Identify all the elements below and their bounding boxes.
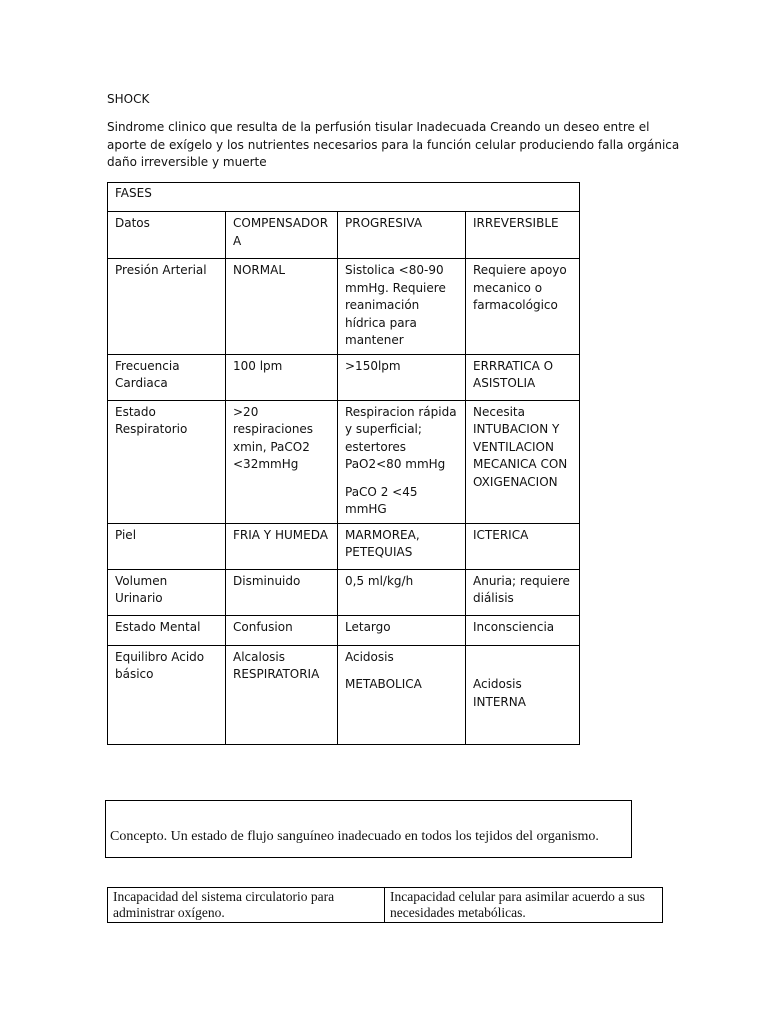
incapacity-circulatory: Incapacidad del sistema circulatorio para administrar oxígeno. xyxy=(108,888,385,923)
table-row xyxy=(108,569,580,615)
cell-compensadora: Alcalosis RESPIRATORIA xyxy=(226,645,338,744)
table-header-row xyxy=(108,212,580,259)
cell-compensadora: FRIA Y HUMEDA xyxy=(226,523,338,569)
cell-progresiva: MARMOREA, PETEQUIAS xyxy=(338,523,466,569)
cell-progresiva: 0,5 ml/kg/h xyxy=(338,569,466,615)
cell-irreversible: Necesita INTUBACION Y VENTILACION MECANICA CON OXIGENACION xyxy=(466,400,580,523)
incapacity-table xyxy=(107,887,663,923)
cell-irreversible xyxy=(466,645,580,744)
row-label: Estado Respiratorio xyxy=(108,400,226,523)
shock-phases-table xyxy=(107,182,580,745)
cell-compensadora: Disminuido xyxy=(226,569,338,615)
cell-progresiva-line: Acidosis xyxy=(345,649,394,664)
row-label: Estado Mental xyxy=(108,615,226,645)
row-label: Equilibro Acido básico xyxy=(108,645,226,744)
table-caption-row xyxy=(108,183,580,212)
cell-progresiva-line: PaCO 2 <45 mmHG xyxy=(345,484,418,516)
table-row xyxy=(108,400,580,523)
table-row xyxy=(108,645,580,744)
cell-irreversible: Inconsciencia xyxy=(466,615,580,645)
table-row xyxy=(108,523,580,569)
header-progresiva: PROGRESIVA xyxy=(338,212,466,259)
cell-progresiva xyxy=(338,645,466,744)
row-label: Piel xyxy=(108,523,226,569)
cell-irreversible-line: Acidosis INTERNA xyxy=(473,677,526,709)
cell-compensadora: 100 lpm xyxy=(226,354,338,400)
cell-irreversible: ICTERICA xyxy=(466,523,580,569)
table-row xyxy=(108,354,580,400)
row-label: Presión Arterial xyxy=(108,259,226,355)
cell-irreversible: ERRRATICA O ASISTOLIA xyxy=(466,354,580,400)
cell-progresiva: Letargo xyxy=(338,615,466,645)
table-row xyxy=(108,259,580,355)
cell-progresiva: >150lpm xyxy=(338,354,466,400)
cell-progresiva: Sistolica <80-90 mmHg. Requiere reanimación hídrica para mantener xyxy=(338,259,466,355)
incapacity-cellular: Incapacidad celular para asimilar acuerdo a sus necesidades metabólicas. xyxy=(385,888,663,923)
cell-progresiva-line: Respiracion rápida y superficial; estertores PaO2<80 mmHg xyxy=(345,404,457,471)
cell-irreversible: Anuria; requiere diálisis xyxy=(466,569,580,615)
concept-text: Concepto. Un estado de flujo sanguíneo inadecuado en todos los tejidos del organismo. xyxy=(110,829,599,844)
cell-progresiva-line: METABOLICA xyxy=(345,677,422,691)
intro-paragraph: Sindrome clinico que resulta de la perfusión tisular Inadecuada Creando un deseo entre el aporte de exígelo y los nutrientes necesarios para la función celular produciendo falla orgánica daño irreversible y muerte xyxy=(107,120,680,169)
table-caption: FASES xyxy=(108,183,580,212)
page-title: SHOCK xyxy=(107,92,150,106)
cell-compensadora: NORMAL xyxy=(226,259,338,355)
concept-box xyxy=(105,800,632,858)
cell-compensadora: Confusion xyxy=(226,615,338,645)
header-datos: Datos xyxy=(108,212,226,259)
cell-progresiva xyxy=(338,400,466,523)
row-label: Volumen Urinario xyxy=(108,569,226,615)
header-irreversible: IRREVERSIBLE xyxy=(466,212,580,259)
row-label: Frecuencia Cardiaca xyxy=(108,354,226,400)
header-compensadora: COMPENSADORA xyxy=(226,212,338,259)
table-row xyxy=(108,888,663,923)
cell-compensadora: >20 respiraciones xmin, PaCO2 <32mmHg xyxy=(226,400,338,523)
cell-irreversible: Requiere apoyo mecanico o farmacológico xyxy=(466,259,580,355)
table-row xyxy=(108,615,580,645)
